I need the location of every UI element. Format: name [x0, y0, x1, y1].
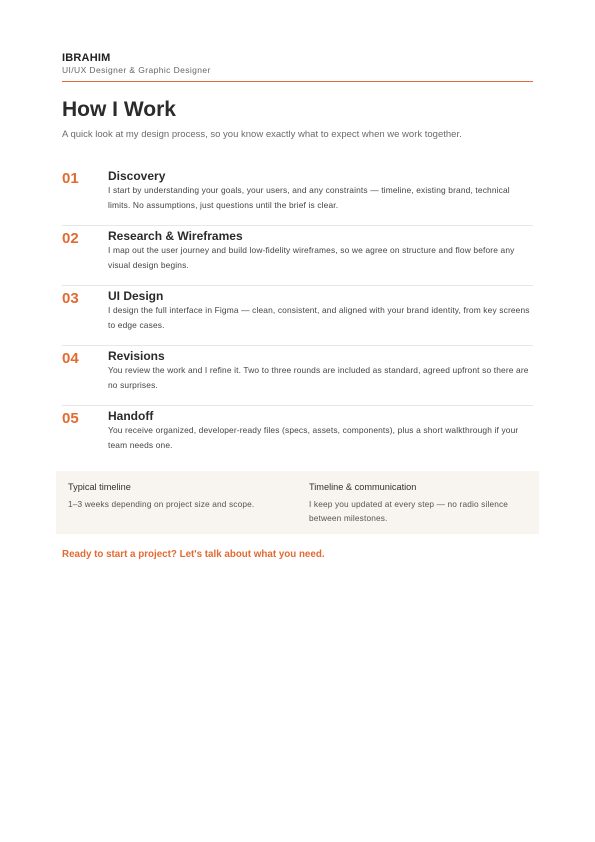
- process-step: [62, 346, 533, 406]
- step-number: 02: [62, 230, 79, 247]
- process-step: [62, 166, 533, 226]
- step-title: Revisions: [108, 349, 165, 363]
- designer-role: UI/UX Designer & Graphic Designer: [62, 65, 211, 75]
- step-description: You review the work and I refine it. Two to three rounds are included as standard, agreed upfront so there are no surprises.: [108, 365, 529, 390]
- step-description: I design the full interface in Figma — clean, consistent, and aligned with your brand identity, from key screens to edge cases.: [108, 305, 530, 330]
- step-title: Handoff: [108, 409, 154, 423]
- step-title: Discovery: [108, 169, 166, 183]
- process-step: [62, 286, 533, 346]
- step-number: 05: [62, 410, 79, 427]
- timeline-heading: Typical timeline: [68, 482, 131, 492]
- designer-name: IBRAHIM: [62, 52, 111, 64]
- step-description: You receive organized, developer-ready files (specs, assets, components), plus a short walkthrough if your team needs one.: [108, 425, 519, 450]
- step-number: 01: [62, 170, 79, 187]
- process-steps: [62, 166, 533, 465]
- process-step: [62, 406, 533, 465]
- timeline-text: 1–3 weeks depending on project size and scope.: [68, 499, 255, 509]
- step-title: Research & Wireframes: [108, 229, 243, 243]
- step-number: 04: [62, 350, 79, 367]
- info-box: [56, 471, 539, 534]
- page-subtitle: A quick look at my design process, so you know exactly what to expect when we work together.: [62, 129, 462, 140]
- step-title: UI Design: [108, 289, 164, 303]
- communication-column: [309, 481, 519, 525]
- brand-header: [62, 52, 211, 76]
- communication-heading: Timeline & communication: [309, 482, 417, 492]
- page-title: How I Work: [62, 98, 176, 121]
- process-step: [62, 226, 533, 286]
- call-to-action: Ready to start a project? Let's talk about what you need.: [62, 549, 325, 560]
- header-divider: [62, 81, 533, 82]
- step-description: I map out the user journey and build low-fidelity wireframes, so we agree on structure and flow before any visual design begins.: [108, 245, 515, 270]
- timeline-column: [68, 481, 288, 512]
- step-number: 03: [62, 290, 79, 307]
- communication-text: I keep you updated at every step — no radio silence between milestones.: [309, 499, 509, 523]
- step-description: I start by understanding your goals, your users, and any constraints — timeline, existing brand, technical limits. No assumptions, just questions until the brief is clear.: [108, 185, 510, 210]
